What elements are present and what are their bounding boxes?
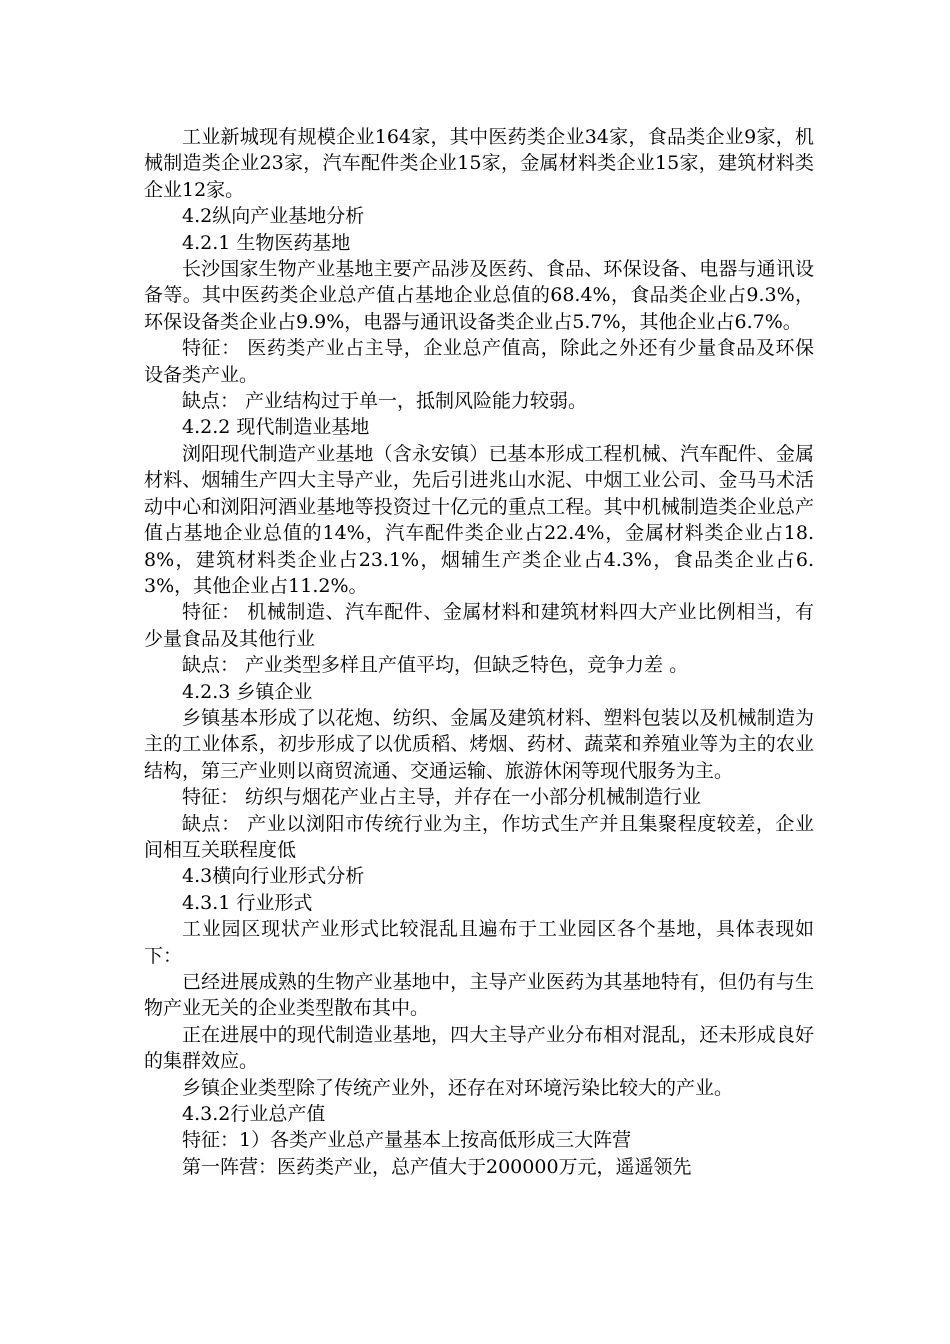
paragraph-township: 乡镇基本形成了以花炮、纺织、金属及建筑材料、塑料包装以及机械制造为主的工业体系，初步形成了以优质稻、烤烟、药材、蔬菜和养殖业等为主的农业结构，第三产业则以商贸流通、交通运输、旅游休闲等现代服务为主。: [144, 706, 814, 782]
heading-4-2-3: 4.2.3 乡镇企业: [182, 680, 313, 703]
paragraph-manufacturing-base: 浏阳现代制造产业基地（含永安镇）已基本形成工程机械、汽车配件、金属材料、烟辅生产四大主导产业，先后引进兆山水泥、中烟工业公司、金马马术活动中心和浏阳河酒业基地等投资过十亿元的重点工程。其中机械制造类企业总产值占基地企业总值的14%，汽车配件类企业占22.4%，金属材料类企业占18.8%，建筑材料类企业占23.1%，烟辅生产类企业占4.3%，食品类企业占6.3%，其他企业占11.2%。: [144, 442, 814, 597]
heading-4-3: 4.3横向行业形式分析: [182, 865, 365, 888]
paragraph-output-feature: 特征：1）各类产业总产量基本上按高低形成三大阵营: [182, 1129, 632, 1152]
paragraph-bio-base: 长沙国家生物产业基地主要产品涉及医药、食品、环保设备、电器与通讯设备等。其中医药类企业总产值占基地企业总值的68.4%，食品类企业占9.3%，环保设备类企业占9.9%，电器与通讯设备类企业占5.7%，其他企业占6.7%。: [144, 258, 814, 333]
heading-4-2-2: 4.2.2 现代制造业基地: [182, 416, 370, 439]
paragraph-intro: 工业新城现有规模企业164家，其中医药类企业34家，食品类企业9家，机械制造类企业23家，汽车配件类企业15家，金属材料类企业15家，建筑材料类企业12家。: [144, 126, 814, 201]
paragraph-manufacturing-weakness: 缺点： 产业类型多样且产值平均，但缺乏特色，竞争力差 。: [182, 654, 689, 677]
paragraph-manufacturing-feature: 特征： 机械制造、汽车配件、金属材料和建筑材料四大产业比例相当，有少量食品及其他行业: [144, 601, 814, 650]
heading-4-3-1: 4.3.1 行业形式: [182, 891, 313, 914]
paragraph-bio-feature: 特征： 医药类产业占主导，企业总产值高，除此之外还有少量食品及环保设备类产业。: [144, 337, 814, 386]
paragraph-bio-mature: 已经进展成熟的生物产业基地中，主导产业医药为其基地特有，但仍有与生物产业无关的企业类型散布其中。: [144, 971, 814, 1020]
paragraph-manufacturing-developing: 正在进展中的现代制造业基地，四大主导产业分布相对混乱，还未形成良好的集群效应。: [144, 1023, 814, 1073]
paragraph-bio-weakness: 缺点： 产业结构过于单一，抵制风险能力较弱。: [182, 390, 588, 413]
paragraph-industry-form: 工业园区现状产业形式比较混乱且遍布于工业园区各个基地，具体表现如下：: [144, 918, 814, 967]
paragraph-township-weakness: 缺点： 产业以浏阳市传统行业为主，作坊式生产并且集聚程度较差，企业间相互关联程度低: [144, 812, 814, 861]
heading-4-3-2: 4.3.2行业总产值: [182, 1103, 326, 1126]
heading-4-2: 4.2纵向产业基地分析: [182, 205, 365, 228]
document-body: [144, 124, 814, 1180]
paragraph-first-tier: 第一阵营：医药类产业，总产值大于200000万元，遥遥领先: [182, 1155, 692, 1178]
paragraph-township-pollution: 乡镇企业类型除了传统产业外，还存在对环境污染比较大的产业。: [182, 1076, 734, 1099]
paragraph-township-feature: 特征： 纺织与烟花产业占主导，并存在一小部分机械制造行业: [182, 786, 702, 809]
heading-4-2-1: 4.2.1 生物医药基地: [182, 231, 351, 254]
